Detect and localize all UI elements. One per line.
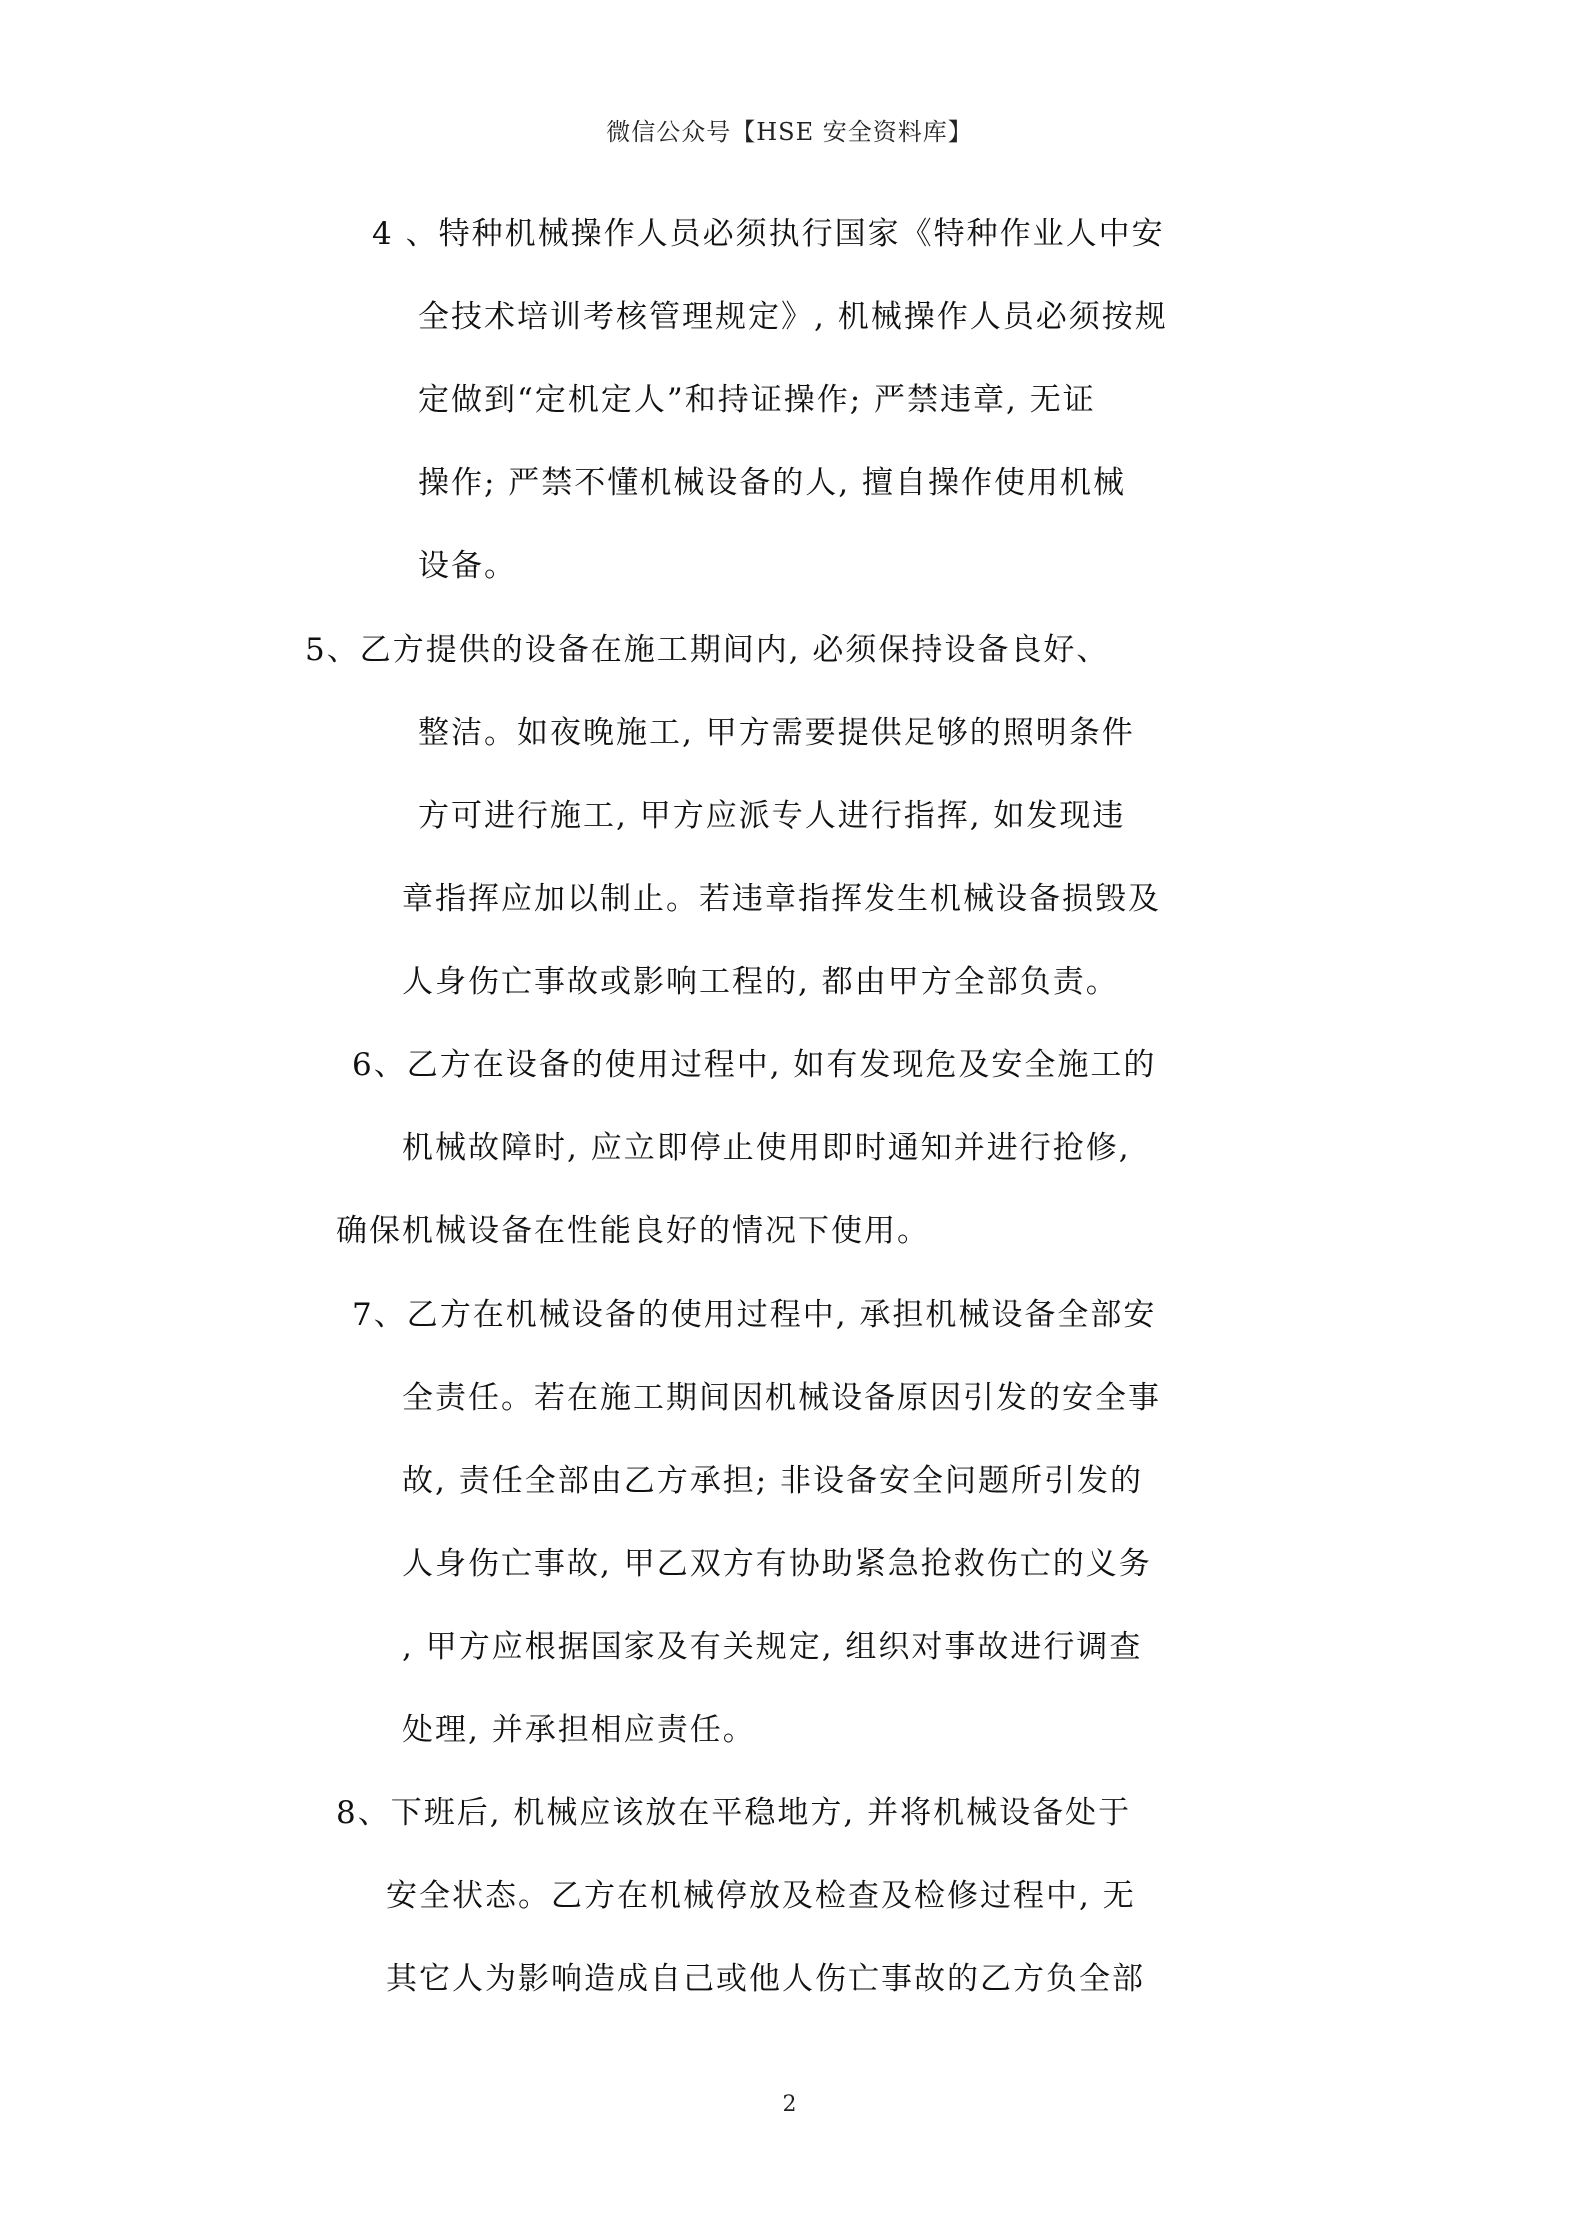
text-line: 故, 责任全部由乙方承担; 非设备安全问题所引发的 [402,1463,1144,1499]
text-line: 机械故障时, 应立即停止使用即时通知并进行抢修, [402,1130,1131,1166]
text-line: 全技术培训考核管理规定》, 机械操作人员必须按规 [418,299,1168,335]
text-line: 处理, 并承担相应责任。 [402,1712,756,1748]
text-line: 8、下班后, 机械应该放在平稳地方, 并将机械设备处于 [336,1795,1132,1831]
text-line: 安全状态。乙方在机械停放及检查及检修过程中, 无 [386,1878,1136,1914]
text-line: 整洁。如夜晚施工, 甲方需要提供足够的照明条件 [418,715,1135,751]
text-line: 5、乙方提供的设备在施工期间内, 必须保持设备良好、 [305,632,1110,668]
text-line: 全责任。若在施工期间因机械设备原因引发的安全事 [402,1380,1161,1416]
text-line: 6、乙方在设备的使用过程中, 如有发现危及安全施工的 [352,1047,1157,1083]
text-line: 设备。 [418,548,517,584]
text-line: 4 、特种机械操作人员必须执行国家《特种作业人中安 [372,216,1165,252]
text-line: 人身伤亡事故, 甲乙双方有协助紧急抢救伤亡的义务 [402,1546,1152,1582]
text-line: 章指挥应加以制止。若违章指挥发生机械设备损毁及 [402,881,1161,917]
page-number: 2 [782,2092,797,2117]
text-line: 其它人为影响造成自己或他人伤亡事故的乙方负全部 [386,1961,1145,1997]
text-line: 确保机械设备在性能良好的情况下使用。 [336,1213,930,1249]
page-header: 微信公众号【HSE 安全资料库】 [606,118,973,146]
text-line: , 甲方应根据国家及有关规定, 组织对事故进行调查 [402,1629,1143,1665]
text-line: 操作; 严禁不懂机械设备的人, 擅自操作使用机械 [418,465,1127,501]
text-line: 定做到“定机定人”和持证操作; 严禁违章, 无证 [418,382,1096,418]
text-line: 7、乙方在机械设备的使用过程中, 承担机械设备全部安 [352,1297,1157,1333]
text-line: 方可进行施工, 甲方应派专人进行指挥, 如发现违 [418,798,1126,834]
text-line: 人身伤亡事故或影响工程的, 都由甲方全部负责。 [402,964,1119,1000]
